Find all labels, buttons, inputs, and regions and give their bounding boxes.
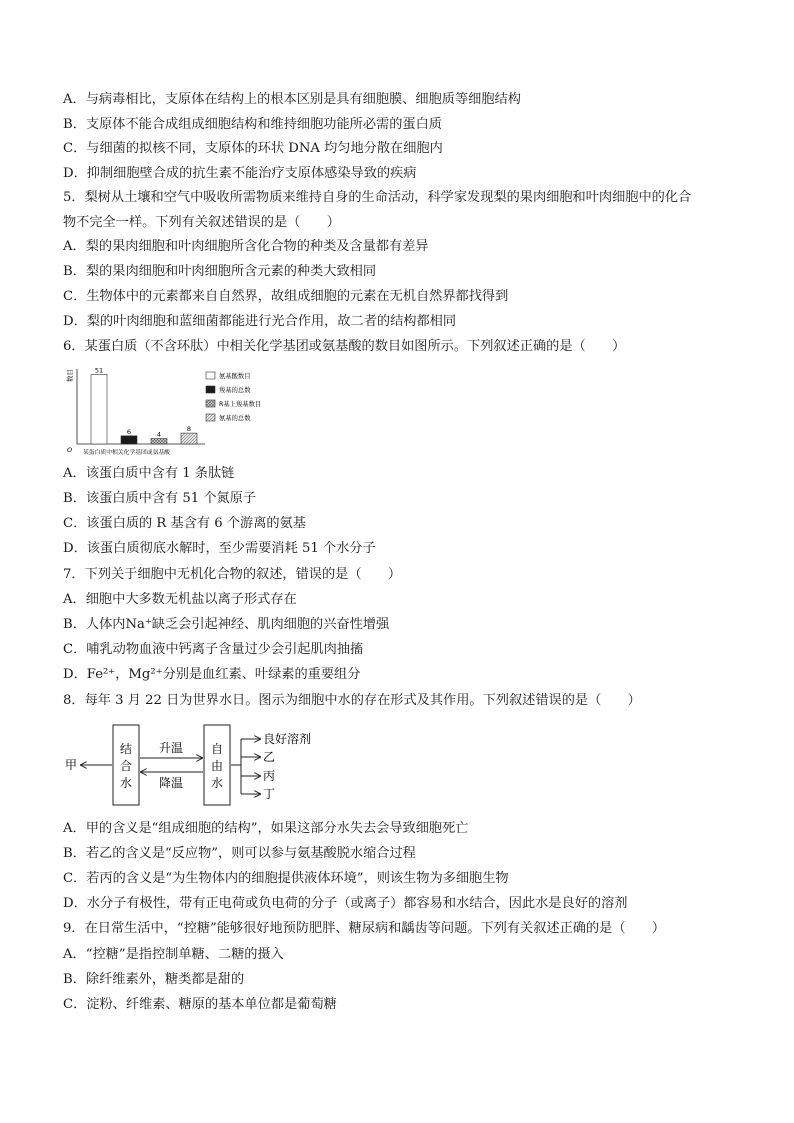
free-water-char-1: 自 (210, 742, 224, 756)
free-water-char-2: 由 (210, 759, 224, 773)
origin-label: O (67, 446, 73, 454)
text-line: A．与病毒相比，支原体在结构上的根本区别是具有细胞膜、细胞质等细胞结构 (63, 92, 521, 107)
output-label-yi: 乙 (263, 750, 276, 764)
legend-swatch (206, 414, 215, 421)
text-line: D．Fe²⁺，Mg²⁺分别是血红素、叶绿素的重要组分 (63, 667, 361, 682)
text-line: D．抑制细胞壁合成的抗生素不能治疗支原体感染导致的疾病 (63, 166, 417, 181)
text-line: 5．梨树从土壤和空气中吸收所需物质来维持自身的生命活动，科学家发现梨的果肉细胞和叶肉细胞中的化合 (63, 190, 692, 205)
text-line: B．支原体不能合成组成细胞结构和维持细胞功能所必需的蛋白质 (63, 117, 442, 132)
text-line: C．若丙的含义是“为生物体内的细胞提供液体环境”，则该生物为多细胞生物 (63, 871, 509, 886)
output-label-ding: 丁 (263, 787, 276, 801)
bar (151, 439, 167, 444)
text-line: C．哺乳动物血液中钙离子含量过少会引起肌肉抽搐 (63, 642, 364, 657)
text-line: A．“控糖”是指控制单糖、二糖的摄入 (63, 947, 284, 962)
legend-label: 氨基的总数 (219, 415, 251, 422)
text-line: D．该蛋白质彻底水解时，至少需要消耗 51 个水分子 (63, 541, 376, 556)
text-line: D．水分子有极性，带有正电荷或负电荷的分子（或离子）都容易和水结合，因此水是良好的溶剂 (63, 896, 628, 911)
x-axis-label: 某蛋白质中相关化学基团或氨基酸 (83, 450, 170, 456)
bar (121, 436, 137, 444)
legend-swatch (206, 372, 215, 379)
text-line: 8．每年 3 月 22 日为世界水日。图示为细胞中水的存在形式及其作用。下列叙述错误的是（ ） (63, 693, 641, 708)
text-line: A．该蛋白质中含有 1 条肽链 (63, 466, 235, 481)
bar-value-label: 51 (94, 366, 104, 375)
bar-value-label: 4 (156, 430, 162, 439)
text-line: B．人体内Na⁺缺乏会引起神经、肌肉细胞的兴奋性增强 (63, 617, 390, 632)
text-line: C．淀粉、纤维素、糖原的基本单位都是葡萄糖 (63, 997, 337, 1012)
bar-value-label: 6 (126, 427, 132, 436)
text-line: C．与细菌的拟核不同，支原体的环状 DNA 均匀地分散在细胞内 (63, 141, 443, 156)
legend-label: 羧基的总数 (219, 387, 251, 394)
text-line: B．梨的果肉细胞和叶肉细胞所含元素的种类大致相同 (63, 264, 377, 279)
bound-water-char-2: 合 (119, 759, 133, 773)
bar (91, 374, 107, 444)
bar-chart-svg (63, 366, 278, 456)
text-line: B．若乙的含义是“反应物”，则可以参与氨基酸脱水缩合过程 (63, 846, 416, 861)
y-axis-label: 数目 (66, 369, 74, 382)
bar (181, 433, 197, 444)
legend-swatch (206, 386, 215, 393)
left-output-label: 甲 (65, 758, 78, 772)
text-line: A．甲的含义是“组成细胞的结构”，如果这部分水失去会导致细胞死亡 (63, 821, 469, 836)
text-line: 9．在日常生活中，“控糖”能够很好地预防肥胖、糖尿病和龋齿等问题。下列有关叙述正确的是（ ） (63, 921, 666, 936)
bound-water-char-1: 结 (119, 742, 133, 756)
cool-label: 降温 (158, 776, 184, 790)
text-line: B．该蛋白质中含有 51 个氮原子 (63, 491, 257, 506)
protein-bar-chart (63, 366, 278, 456)
output-label-solvent: 良好溶剂 (263, 732, 312, 746)
heat-label: 升温 (158, 741, 184, 755)
text-line: C．该蛋白质的 R 基含有 6 个游离的氨基 (63, 516, 306, 531)
legend-label: 氨基酸数目 (219, 373, 251, 380)
bar-value-label: 8 (186, 425, 192, 434)
bound-water-char-3: 水 (119, 776, 133, 790)
text-line: 物不完全一样。下列有关叙述错误的是（ ） (63, 215, 340, 230)
text-line: A．梨的果肉细胞和叶肉细胞所含化合物的种类及含量都有差异 (63, 239, 429, 254)
output-label-bing: 丙 (263, 769, 276, 783)
legend-label: R基上羧基数目 (219, 401, 262, 408)
text-line: B．除纤维素外，糖类都是甜的 (63, 972, 245, 987)
text-line: 7．下列关于细胞中无机化合物的叙述，错误的是（ ） (63, 567, 402, 582)
text-line: C．生物体中的元素都来自自然界，故组成细胞的元素在无机自然界都找得到 (63, 289, 509, 304)
text-line: D．梨的叶肉细胞和蓝细菌都能进行光合作用，故二者的结构都相同 (63, 314, 457, 329)
text-line: 6．某蛋白质（不含环肽）中相关化学基团或氨基酸的数目如图所示。下列叙述正确的是（ ） (63, 339, 626, 354)
free-water-char-3: 水 (210, 776, 224, 790)
text-line: A．细胞中大多数无机盐以离子形式存在 (63, 592, 297, 607)
water-diagram-svg (63, 720, 343, 820)
legend-swatch (206, 400, 215, 407)
water-forms-diagram (63, 720, 343, 820)
